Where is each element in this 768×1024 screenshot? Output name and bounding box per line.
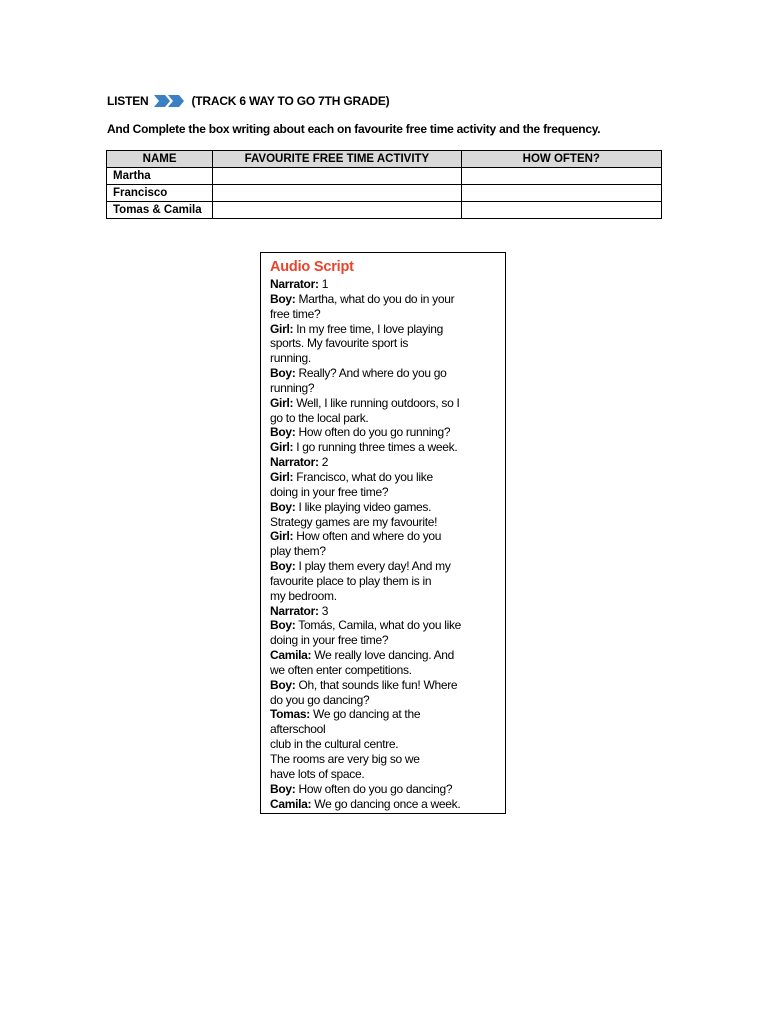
line-text: How often do you go dancing? (295, 781, 453, 796)
speaker-label: Boy: (270, 618, 296, 633)
line-text: I play them every day! And my (295, 559, 451, 574)
script-line (270, 663, 499, 678)
script-line (270, 396, 499, 411)
script-line (270, 797, 499, 812)
audio-script-title: Audio Script (270, 259, 354, 275)
header-how-often: HOW OFTEN? (461, 151, 661, 168)
script-line (270, 678, 499, 693)
line-text: Oh, that sounds like fun! Where (295, 677, 458, 692)
audio-script-lines (270, 277, 499, 811)
speaker-label: Girl: (270, 440, 294, 455)
track-label: (TRACK 6 WAY TO GO 7TH GRADE) (191, 94, 390, 108)
script-line (270, 722, 499, 737)
line-text: How often and where do you (293, 529, 442, 544)
line-text: running? (270, 380, 315, 395)
speaker-label: Girl: (270, 321, 294, 336)
line-text: have lots of space. (270, 766, 365, 781)
line-text: my bedroom. (270, 588, 337, 603)
script-line (270, 500, 499, 515)
speaker-label: Narrator: (270, 455, 319, 470)
line-text: Martha, what do you do in your (295, 291, 455, 306)
script-line (270, 544, 499, 559)
line-text: sports. My favourite sport is (270, 336, 409, 351)
cell-activity[interactable] (213, 202, 461, 219)
line-text: favourite place to play them is in (270, 573, 432, 588)
script-line (270, 648, 499, 663)
speaker-label: Boy: (270, 499, 296, 514)
script-line (270, 366, 499, 381)
table-row (107, 202, 662, 219)
script-line (270, 277, 499, 292)
line-text: We go dancing once a week. (311, 796, 461, 811)
script-line (270, 455, 499, 470)
line-text: doing in your free time? (270, 484, 389, 499)
line-text: In my free time, I love playing (293, 321, 443, 336)
script-line (270, 574, 499, 589)
speaker-label: Boy: (270, 677, 296, 692)
line-text: We really love dancing. And (311, 648, 455, 663)
listen-label: LISTEN (107, 94, 149, 108)
double-chevron-right-icon (153, 94, 187, 108)
cell-name: Martha (107, 168, 213, 185)
line-text: I like playing video games. (295, 499, 432, 514)
header-name: NAME (107, 151, 213, 168)
script-line (270, 440, 499, 455)
line-text: running. (270, 351, 311, 366)
script-line (270, 767, 499, 782)
audio-script-box (260, 252, 506, 814)
script-line (270, 752, 499, 767)
table-row (107, 185, 662, 202)
line-text: Tomás, Camila, what do you like (295, 618, 462, 633)
line-text: go to the local park. (270, 410, 369, 425)
script-line (270, 707, 499, 722)
cell-name: Francisco (107, 185, 213, 202)
script-line (270, 425, 499, 440)
line-text: 1 (318, 277, 329, 291)
cell-activity[interactable] (213, 185, 461, 202)
script-line (270, 589, 499, 604)
script-line (270, 633, 499, 648)
speaker-label: Girl: (270, 529, 294, 544)
line-text: 2 (318, 455, 329, 470)
script-line (270, 336, 499, 351)
script-line (270, 559, 499, 574)
speaker-label: Boy: (270, 366, 296, 381)
speaker-label: Camila: (270, 796, 312, 811)
line-text: club in the cultural centre. (270, 737, 399, 752)
line-text: afterschool (270, 722, 326, 737)
speaker-label: Girl: (270, 469, 294, 484)
script-line (270, 292, 499, 307)
line-text: The rooms are very big so we (270, 752, 420, 766)
line-text: We go dancing at the (309, 707, 421, 722)
cell-how-often[interactable] (461, 185, 661, 202)
script-line (270, 529, 499, 544)
line-text: Really? And where do you go (295, 366, 447, 381)
script-line (270, 693, 499, 708)
cell-how-often[interactable] (461, 202, 661, 219)
line-text: How often do you go running? (295, 425, 451, 440)
script-line (270, 515, 499, 530)
speaker-label: Narrator: (270, 603, 319, 618)
cell-how-often[interactable] (461, 168, 661, 185)
activity-table (106, 150, 662, 219)
line-text: play them? (270, 544, 326, 559)
line-text: 3 (318, 603, 329, 618)
line-text: Strategy games are my favourite! (270, 514, 438, 529)
listen-heading (107, 93, 389, 109)
header-activity: FAVOURITE FREE TIME ACTIVITY (213, 151, 461, 168)
script-line (270, 351, 499, 366)
line-text: we often enter competitions. (270, 662, 412, 677)
script-line (270, 322, 499, 337)
script-line (270, 485, 499, 500)
table-row (107, 168, 662, 185)
script-line (270, 782, 499, 797)
script-line (270, 411, 499, 426)
cell-activity[interactable] (213, 168, 461, 185)
speaker-label: Boy: (270, 559, 296, 574)
speaker-label: Girl: (270, 395, 294, 410)
script-line (270, 381, 499, 396)
speaker-label: Tomas: (270, 707, 310, 722)
script-line (270, 307, 499, 322)
script-line (270, 737, 499, 752)
script-line (270, 604, 499, 619)
line-text: I go running three times a week. (293, 440, 458, 455)
script-line (270, 618, 499, 633)
speaker-label: Boy: (270, 425, 296, 440)
speaker-label: Boy: (270, 781, 296, 796)
speaker-label: Camila: (270, 648, 312, 663)
line-text: do you go dancing? (270, 692, 370, 707)
line-text: doing in your free time? (270, 633, 389, 648)
line-text: Well, I like running outdoors, so I (293, 395, 460, 410)
speaker-label: Boy: (270, 291, 296, 306)
line-text: Francisco, what do you like (293, 469, 433, 484)
script-line (270, 470, 499, 485)
cell-name: Tomas & Camila (107, 202, 213, 219)
line-text: free time? (270, 306, 321, 321)
instruction-text: And Complete the box writing about each on favourite free time activity and the frequency. (107, 122, 601, 136)
speaker-label: Narrator: (270, 277, 319, 291)
table-header-row (107, 151, 662, 168)
